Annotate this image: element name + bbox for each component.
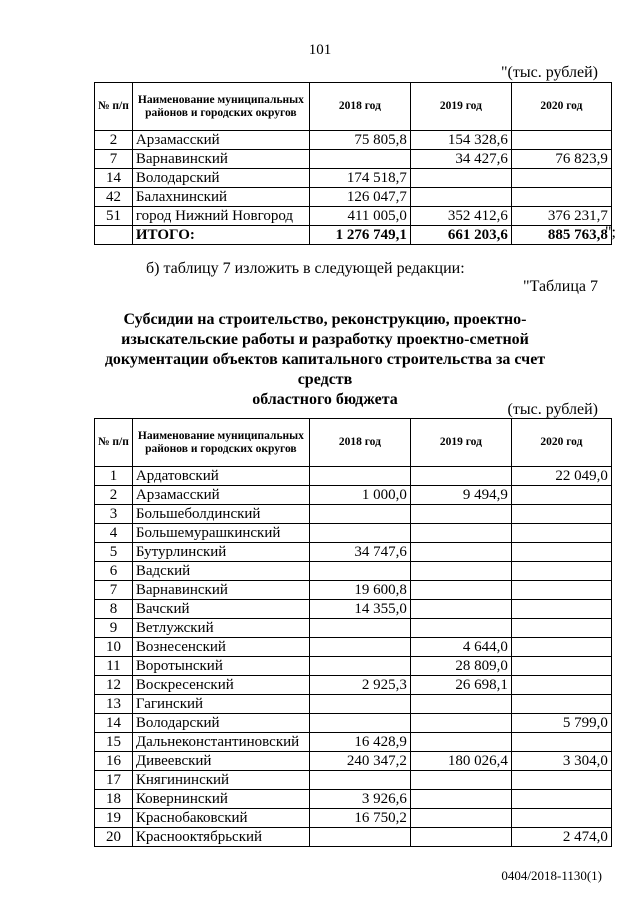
- table-row: [95, 131, 612, 150]
- row-number: 14: [95, 169, 133, 188]
- amendment-paragraph: б) таблицу 7 изложить в следующей редакции:: [146, 260, 465, 277]
- value-2020: 5 799,0: [511, 714, 611, 733]
- table-row: [95, 562, 612, 581]
- total-empty-cell: [95, 226, 133, 245]
- table1-header-2019: 2019 год: [410, 83, 511, 131]
- value-2020: 76 823,9: [511, 150, 611, 169]
- row-number: 3: [95, 505, 133, 524]
- value-2018: [309, 828, 410, 847]
- value-2018: 16 750,2: [309, 809, 410, 828]
- value-2018: [309, 638, 410, 657]
- heading-line-2: изыскательские работы и разработку проектно-сметной: [121, 331, 529, 348]
- table-row: [95, 809, 612, 828]
- value-2020: [511, 562, 611, 581]
- value-2020: 376 231,7: [511, 207, 611, 226]
- row-number: 10: [95, 638, 133, 657]
- row-number: 14: [95, 714, 133, 733]
- region-name: Воротынский: [132, 657, 309, 676]
- heading-line-3: документации объектов капитального строительства за счет средств: [104, 351, 546, 388]
- value-2018: [309, 771, 410, 790]
- table2-units: (тыс. рублей): [507, 401, 598, 418]
- value-2020: [511, 695, 611, 714]
- table1-header-num: № п/п: [95, 83, 133, 131]
- value-2018: [309, 150, 410, 169]
- value-2019: [410, 467, 511, 486]
- row-number: 15: [95, 733, 133, 752]
- value-2019: [410, 188, 511, 207]
- table1-total-row: [95, 226, 612, 245]
- value-2018: 2 925,3: [309, 676, 410, 695]
- row-number: 42: [95, 188, 133, 207]
- value-2019: [410, 524, 511, 543]
- region-name: Бутурлинский: [132, 543, 309, 562]
- value-2018: 1 000,0: [309, 486, 410, 505]
- value-2019: 180 026,4: [410, 752, 511, 771]
- region-name: Володарский: [132, 169, 309, 188]
- value-2019: [410, 169, 511, 188]
- value-2018: 14 355,0: [309, 600, 410, 619]
- value-2020: [511, 809, 611, 828]
- row-number: 51: [95, 207, 133, 226]
- value-2018: 240 347,2: [309, 752, 410, 771]
- value-2020: [511, 505, 611, 524]
- row-number: 20: [95, 828, 133, 847]
- table2-header-2019: 2019 год: [410, 419, 511, 467]
- value-2018: 3 926,6: [309, 790, 410, 809]
- value-2018: 126 047,7: [309, 188, 410, 207]
- region-name: Дивеевский: [132, 752, 309, 771]
- value-2020: [511, 771, 611, 790]
- table2-heading: [90, 310, 560, 410]
- value-2018: 19 600,8: [309, 581, 410, 600]
- value-2019: [410, 695, 511, 714]
- region-name: Вознесенский: [132, 638, 309, 657]
- value-2018: 174 518,7: [309, 169, 410, 188]
- region-name: Ковернинский: [132, 790, 309, 809]
- value-2018: [309, 714, 410, 733]
- value-2019: 9 494,9: [410, 486, 511, 505]
- value-2019: [410, 505, 511, 524]
- value-2018: 34 747,6: [309, 543, 410, 562]
- row-number: 9: [95, 619, 133, 638]
- table-row: [95, 207, 612, 226]
- total-2018: 1 276 749,1: [309, 226, 410, 245]
- region-name: город Нижний Новгород: [132, 207, 309, 226]
- value-2019: [410, 771, 511, 790]
- value-2018: 411 005,0: [309, 207, 410, 226]
- table-row: [95, 188, 612, 207]
- page-number: 101: [308, 42, 332, 58]
- region-name: Дальнеконстантиновский: [132, 733, 309, 752]
- value-2019: [410, 809, 511, 828]
- region-name: Ардатовский: [132, 467, 309, 486]
- value-2020: 2 474,0: [511, 828, 611, 847]
- table-row: [95, 752, 612, 771]
- region-name: Володарский: [132, 714, 309, 733]
- value-2020: [511, 676, 611, 695]
- value-2019: [410, 562, 511, 581]
- table2: [94, 418, 612, 847]
- value-2018: [309, 467, 410, 486]
- row-number: 7: [95, 150, 133, 169]
- table-row: [95, 150, 612, 169]
- table-row: [95, 600, 612, 619]
- value-2020: [511, 790, 611, 809]
- value-2020: [511, 600, 611, 619]
- value-2020: [511, 188, 611, 207]
- table-row: [95, 733, 612, 752]
- table-row: [95, 619, 612, 638]
- value-2020: 22 049,0: [511, 467, 611, 486]
- table1-header-name: Наименование муниципальных районов и городских округов: [132, 83, 309, 131]
- value-2020: [511, 131, 611, 150]
- value-2018: [309, 657, 410, 676]
- region-name: Краснобаковский: [132, 809, 309, 828]
- table-row: [95, 790, 612, 809]
- value-2019: [410, 790, 511, 809]
- region-name: Гагинский: [132, 695, 309, 714]
- region-name: Арзамасский: [132, 486, 309, 505]
- table-row: [95, 169, 612, 188]
- table1-units: "(тыс. рублей): [501, 64, 598, 81]
- value-2018: [309, 695, 410, 714]
- region-name: Балахнинский: [132, 188, 309, 207]
- value-2019: [410, 581, 511, 600]
- value-2020: [511, 486, 611, 505]
- region-name: Ветлужский: [132, 619, 309, 638]
- value-2020: [511, 733, 611, 752]
- region-name: Краснооктябрьский: [132, 828, 309, 847]
- value-2019: 34 427,6: [410, 150, 511, 169]
- value-2019: 28 809,0: [410, 657, 511, 676]
- value-2019: 26 698,1: [410, 676, 511, 695]
- table-row: [95, 771, 612, 790]
- region-name: Варнавинский: [132, 150, 309, 169]
- region-name: Большемурашкинский: [132, 524, 309, 543]
- table-label: "Таблица 7: [523, 278, 598, 295]
- row-number: 17: [95, 771, 133, 790]
- table-row: [95, 486, 612, 505]
- table-row: [95, 828, 612, 847]
- region-name: Варнавинский: [132, 581, 309, 600]
- value-2018: [309, 562, 410, 581]
- value-2019: [410, 714, 511, 733]
- value-2018: [309, 505, 410, 524]
- value-2018: [309, 619, 410, 638]
- value-2018: [309, 524, 410, 543]
- region-name: Княгининский: [132, 771, 309, 790]
- value-2019: [410, 619, 511, 638]
- row-number: 7: [95, 581, 133, 600]
- table-row: [95, 695, 612, 714]
- total-label: ИТОГО:: [132, 226, 309, 245]
- heading-line-1: Субсидии на строительство, реконструкцию, проектно-: [123, 311, 527, 328]
- row-number: 6: [95, 562, 133, 581]
- value-2020: [511, 619, 611, 638]
- value-2019: [410, 543, 511, 562]
- row-number: 16: [95, 752, 133, 771]
- row-number: 1: [95, 467, 133, 486]
- region-name: Вачский: [132, 600, 309, 619]
- table2-header-2018: 2018 год: [309, 419, 410, 467]
- row-number: 11: [95, 657, 133, 676]
- table-row: [95, 524, 612, 543]
- table-row: [95, 638, 612, 657]
- table-row: [95, 467, 612, 486]
- row-number: 19: [95, 809, 133, 828]
- region-name: Большеболдинский: [132, 505, 309, 524]
- table2-header-num: № п/п: [95, 419, 133, 467]
- value-2020: [511, 581, 611, 600]
- table1-header-2018: 2018 год: [309, 83, 410, 131]
- value-2020: [511, 657, 611, 676]
- table-row: [95, 505, 612, 524]
- row-number: 2: [95, 486, 133, 505]
- row-number: 13: [95, 695, 133, 714]
- value-2020: [511, 169, 611, 188]
- table-row: [95, 657, 612, 676]
- value-2019: 4 644,0: [410, 638, 511, 657]
- value-2020: [511, 524, 611, 543]
- value-2019: 154 328,6: [410, 131, 511, 150]
- total-2020: 885 763,8: [511, 226, 611, 245]
- value-2019: 352 412,6: [410, 207, 511, 226]
- table-row: [95, 543, 612, 562]
- row-number: 18: [95, 790, 133, 809]
- table-row: [95, 676, 612, 695]
- region-name: Воскресенский: [132, 676, 309, 695]
- heading-line-4: областного бюджета: [252, 391, 398, 408]
- value-2020: [511, 543, 611, 562]
- table2-header-name: Наименование муниципальных районов и городских округов: [132, 419, 309, 467]
- value-2019: [410, 828, 511, 847]
- table1-header-2020: 2020 год: [511, 83, 611, 131]
- value-2018: 75 805,8: [309, 131, 410, 150]
- value-2020: [511, 638, 611, 657]
- table-row: [95, 581, 612, 600]
- value-2019: [410, 600, 511, 619]
- region-name: Вадский: [132, 562, 309, 581]
- row-number: 4: [95, 524, 133, 543]
- row-number: 5: [95, 543, 133, 562]
- value-2018: 16 428,9: [309, 733, 410, 752]
- row-number: 2: [95, 131, 133, 150]
- row-number: 8: [95, 600, 133, 619]
- value-2019: [410, 733, 511, 752]
- document-code: 0404/2018-1130(1): [501, 868, 602, 883]
- value-2020: 3 304,0: [511, 752, 611, 771]
- table1: [94, 82, 612, 245]
- total-2019: 661 203,6: [410, 226, 511, 245]
- table1-end-mark: ";: [605, 224, 616, 241]
- region-name: Арзамасский: [132, 131, 309, 150]
- table2-header-2020: 2020 год: [511, 419, 611, 467]
- table-row: [95, 714, 612, 733]
- row-number: 12: [95, 676, 133, 695]
